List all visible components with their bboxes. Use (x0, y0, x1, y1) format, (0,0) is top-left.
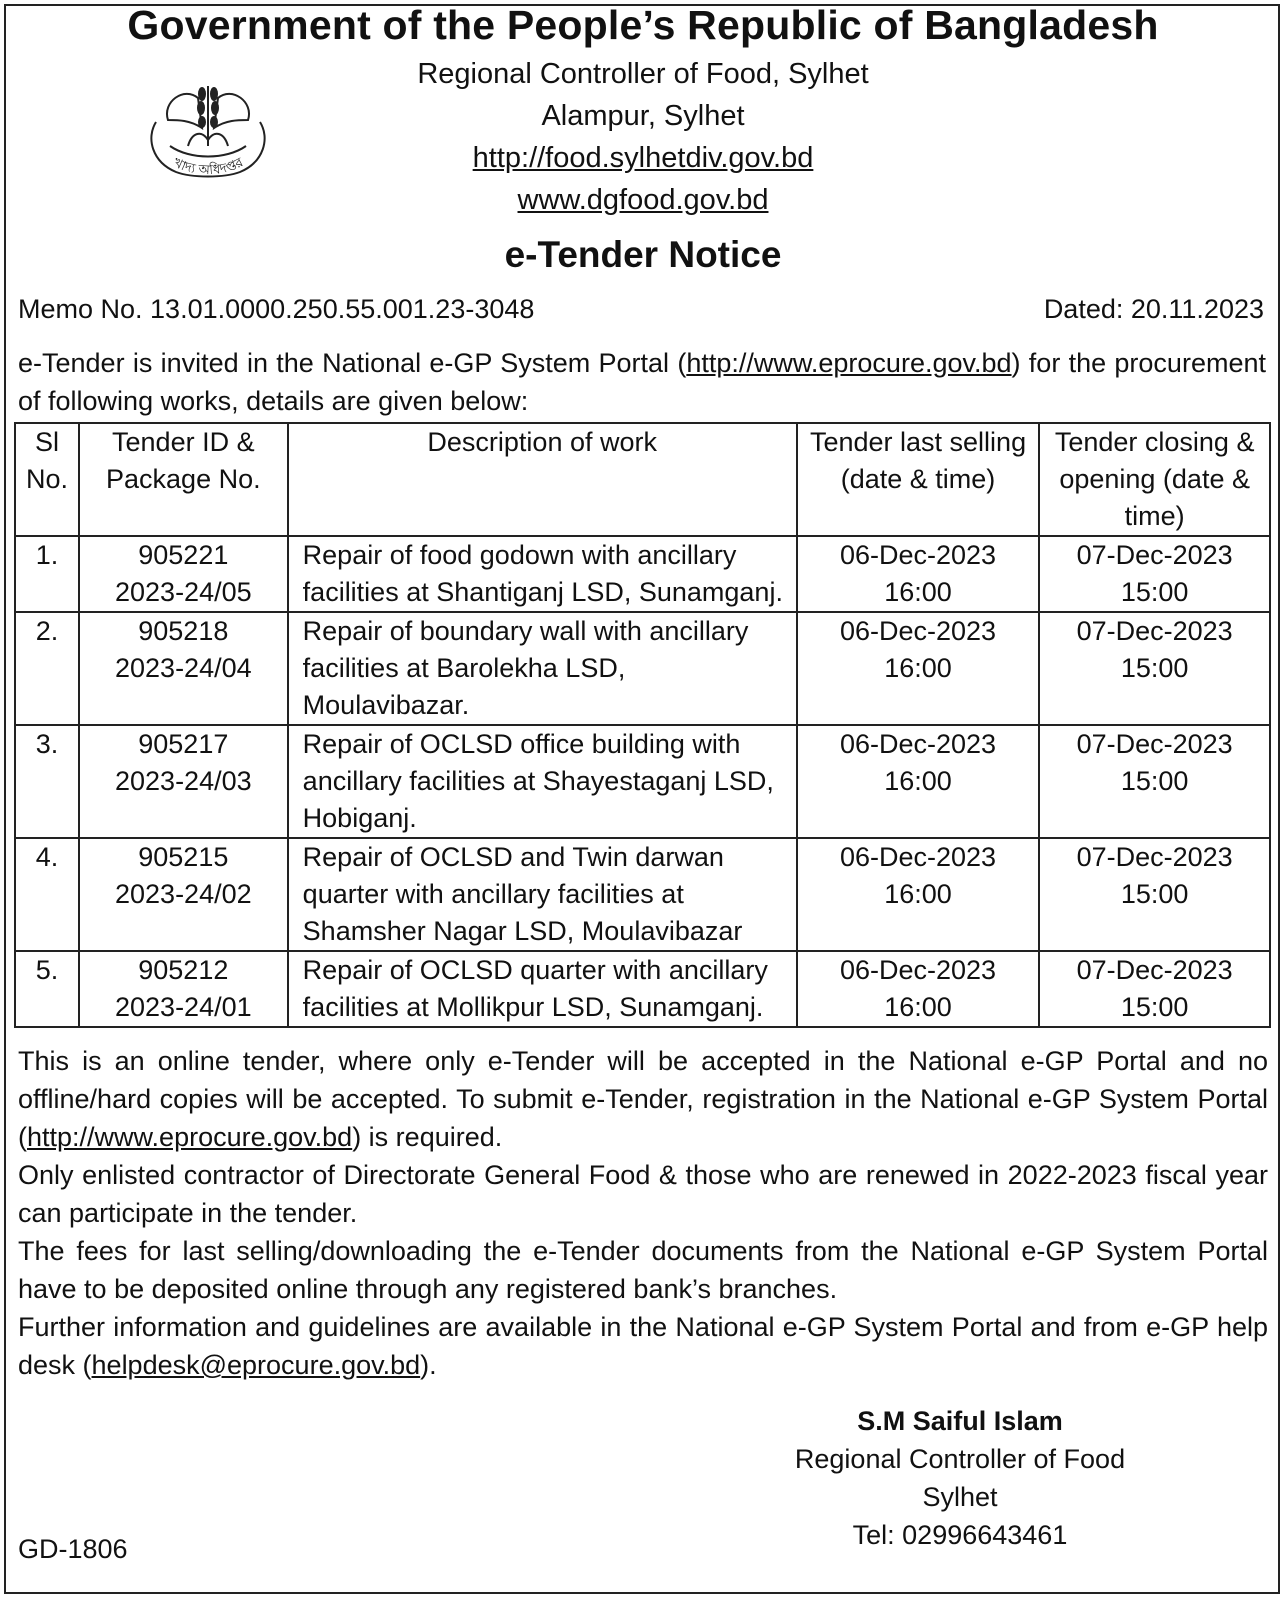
row-tender-id: 905218 2023-24/04 (79, 612, 288, 725)
signatory-phone: Tel: 02996643461 (852, 1520, 1068, 1550)
table-row (15, 838, 1270, 951)
table-header-row (15, 423, 1270, 536)
table-row (15, 725, 1270, 838)
notice-date: Dated: 20.11.2023 (1043, 294, 1264, 324)
row-last-selling: 06-Dec-2023 16:00 (797, 725, 1040, 838)
row-tender-id: 905212 2023-24/01 (79, 951, 288, 1027)
row-last-selling: 06-Dec-2023 16:00 (797, 612, 1040, 725)
row-description: Repair of food godown with ancillary facilities at Shantiganj LSD, Sunamganj. (288, 536, 797, 612)
office-address: Alampur, Sylhet (541, 100, 745, 132)
intro-text-end: ) for the procurement of following works, details are given below: (18, 348, 1266, 416)
svg-text:খাদ্য অধিদপ্তর: খাদ্য অধিদপ্তর (170, 155, 246, 179)
header-closing: Tender closing & opening (date & time) (1039, 423, 1270, 536)
signature-block (740, 1402, 1180, 1554)
row-sl: 5. (15, 951, 79, 1027)
row-closing: 07-Dec-2023 15:00 (1039, 536, 1270, 612)
terms-section (18, 1042, 1268, 1384)
office-name: Regional Controller of Food, Sylhet (417, 58, 869, 90)
table-row (15, 612, 1270, 725)
helpdesk-paragraph: Further information and guidelines are available in the National e-GP System Portal and from e-GP help desk (helpdesk@eprocure.gov.bd). (18, 1312, 1268, 1380)
fees-paragraph: The fees for last selling/downloading the e-Tender documents from the National e-GP System Portal have to be deposited online through any registered bank’s branches. (18, 1236, 1268, 1304)
header-tender-id: Tender ID & Package No. (79, 423, 288, 536)
gd-number: GD-1806 (18, 1534, 128, 1564)
row-sl: 2. (15, 612, 79, 725)
eprocure-registration-link[interactable]: http://www.eprocure.gov.bd (27, 1122, 353, 1152)
header-last-selling: Tender last selling (date & time) (797, 423, 1040, 536)
signatory-designation: Regional Controller of Food (794, 1444, 1126, 1474)
memo-number: Memo No. 13.01.0000.250.55.001.23-3048 (18, 294, 535, 324)
food-sylhet-website-link[interactable]: http://food.sylhetdiv.gov.bd (472, 142, 814, 174)
row-tender-id: 905221 2023-24/05 (79, 536, 288, 612)
dgfood-website-link[interactable]: www.dgfood.gov.bd (517, 184, 769, 216)
row-description: Repair of boundary wall with ancillary facilities at Barolekha LSD, Moulavibazar. (288, 612, 797, 725)
header-description: Description of work (288, 423, 797, 536)
row-description: Repair of OCLSD and Twin darwan quarter with ancillary facilities at Shamsher Nagar LSD, Moulavibazar (288, 838, 797, 951)
row-last-selling: 06-Dec-2023 16:00 (797, 951, 1040, 1027)
government-title: Government of the People’s Republic of Bangladesh (127, 2, 1159, 48)
row-tender-id: 905217 2023-24/03 (79, 725, 288, 838)
row-closing: 07-Dec-2023 15:00 (1039, 725, 1270, 838)
online-tender-paragraph: This is an online tender, where only e-Tender will be accepted in the National e-GP Portal and no offline/hard copies will be accepted. To submit e-Tender, registration in the National e-GP System Portal (http://www.eprocure.gov.bd) is required. (18, 1046, 1268, 1152)
eprocure-link[interactable]: http://www.eprocure.gov.bd (686, 348, 1012, 378)
row-closing: 07-Dec-2023 15:00 (1039, 838, 1270, 951)
signatory-name: S.M Saiful Islam (857, 1406, 1063, 1436)
row-last-selling: 06-Dec-2023 16:00 (797, 838, 1040, 951)
signatory-location: Sylhet (922, 1482, 998, 1512)
row-tender-id: 905215 2023-24/02 (79, 838, 288, 951)
eligibility-paragraph: Only enlisted contractor of Directorate General Food & those who are renewed in 2022-2023 fiscal year can participate in the tender. (18, 1160, 1268, 1228)
table-row (15, 951, 1270, 1027)
row-closing: 07-Dec-2023 15:00 (1039, 612, 1270, 725)
row-sl: 4. (15, 838, 79, 951)
helpdesk-email-link[interactable]: helpdesk@eprocure.gov.bd (91, 1350, 421, 1380)
row-sl: 3. (15, 725, 79, 838)
row-description: Repair of OCLSD office building with ancillary facilities at Shayestaganj LSD, Hobiganj. (288, 725, 797, 838)
notice-title: e-Tender Notice (504, 234, 782, 275)
tender-table (14, 422, 1271, 1028)
intro-paragraph (18, 344, 1266, 420)
row-description: Repair of OCLSD quarter with ancillary facilities at Mollikpur LSD, Sunamganj. (288, 951, 797, 1027)
row-closing: 07-Dec-2023 15:00 (1039, 951, 1270, 1027)
intro-text-start: e-Tender is invited in the National e-GP System Portal ( (18, 348, 687, 378)
header-sl: Sl No. (15, 423, 79, 536)
row-sl: 1. (15, 536, 79, 612)
table-row (15, 536, 1270, 612)
row-last-selling: 06-Dec-2023 16:00 (797, 536, 1040, 612)
